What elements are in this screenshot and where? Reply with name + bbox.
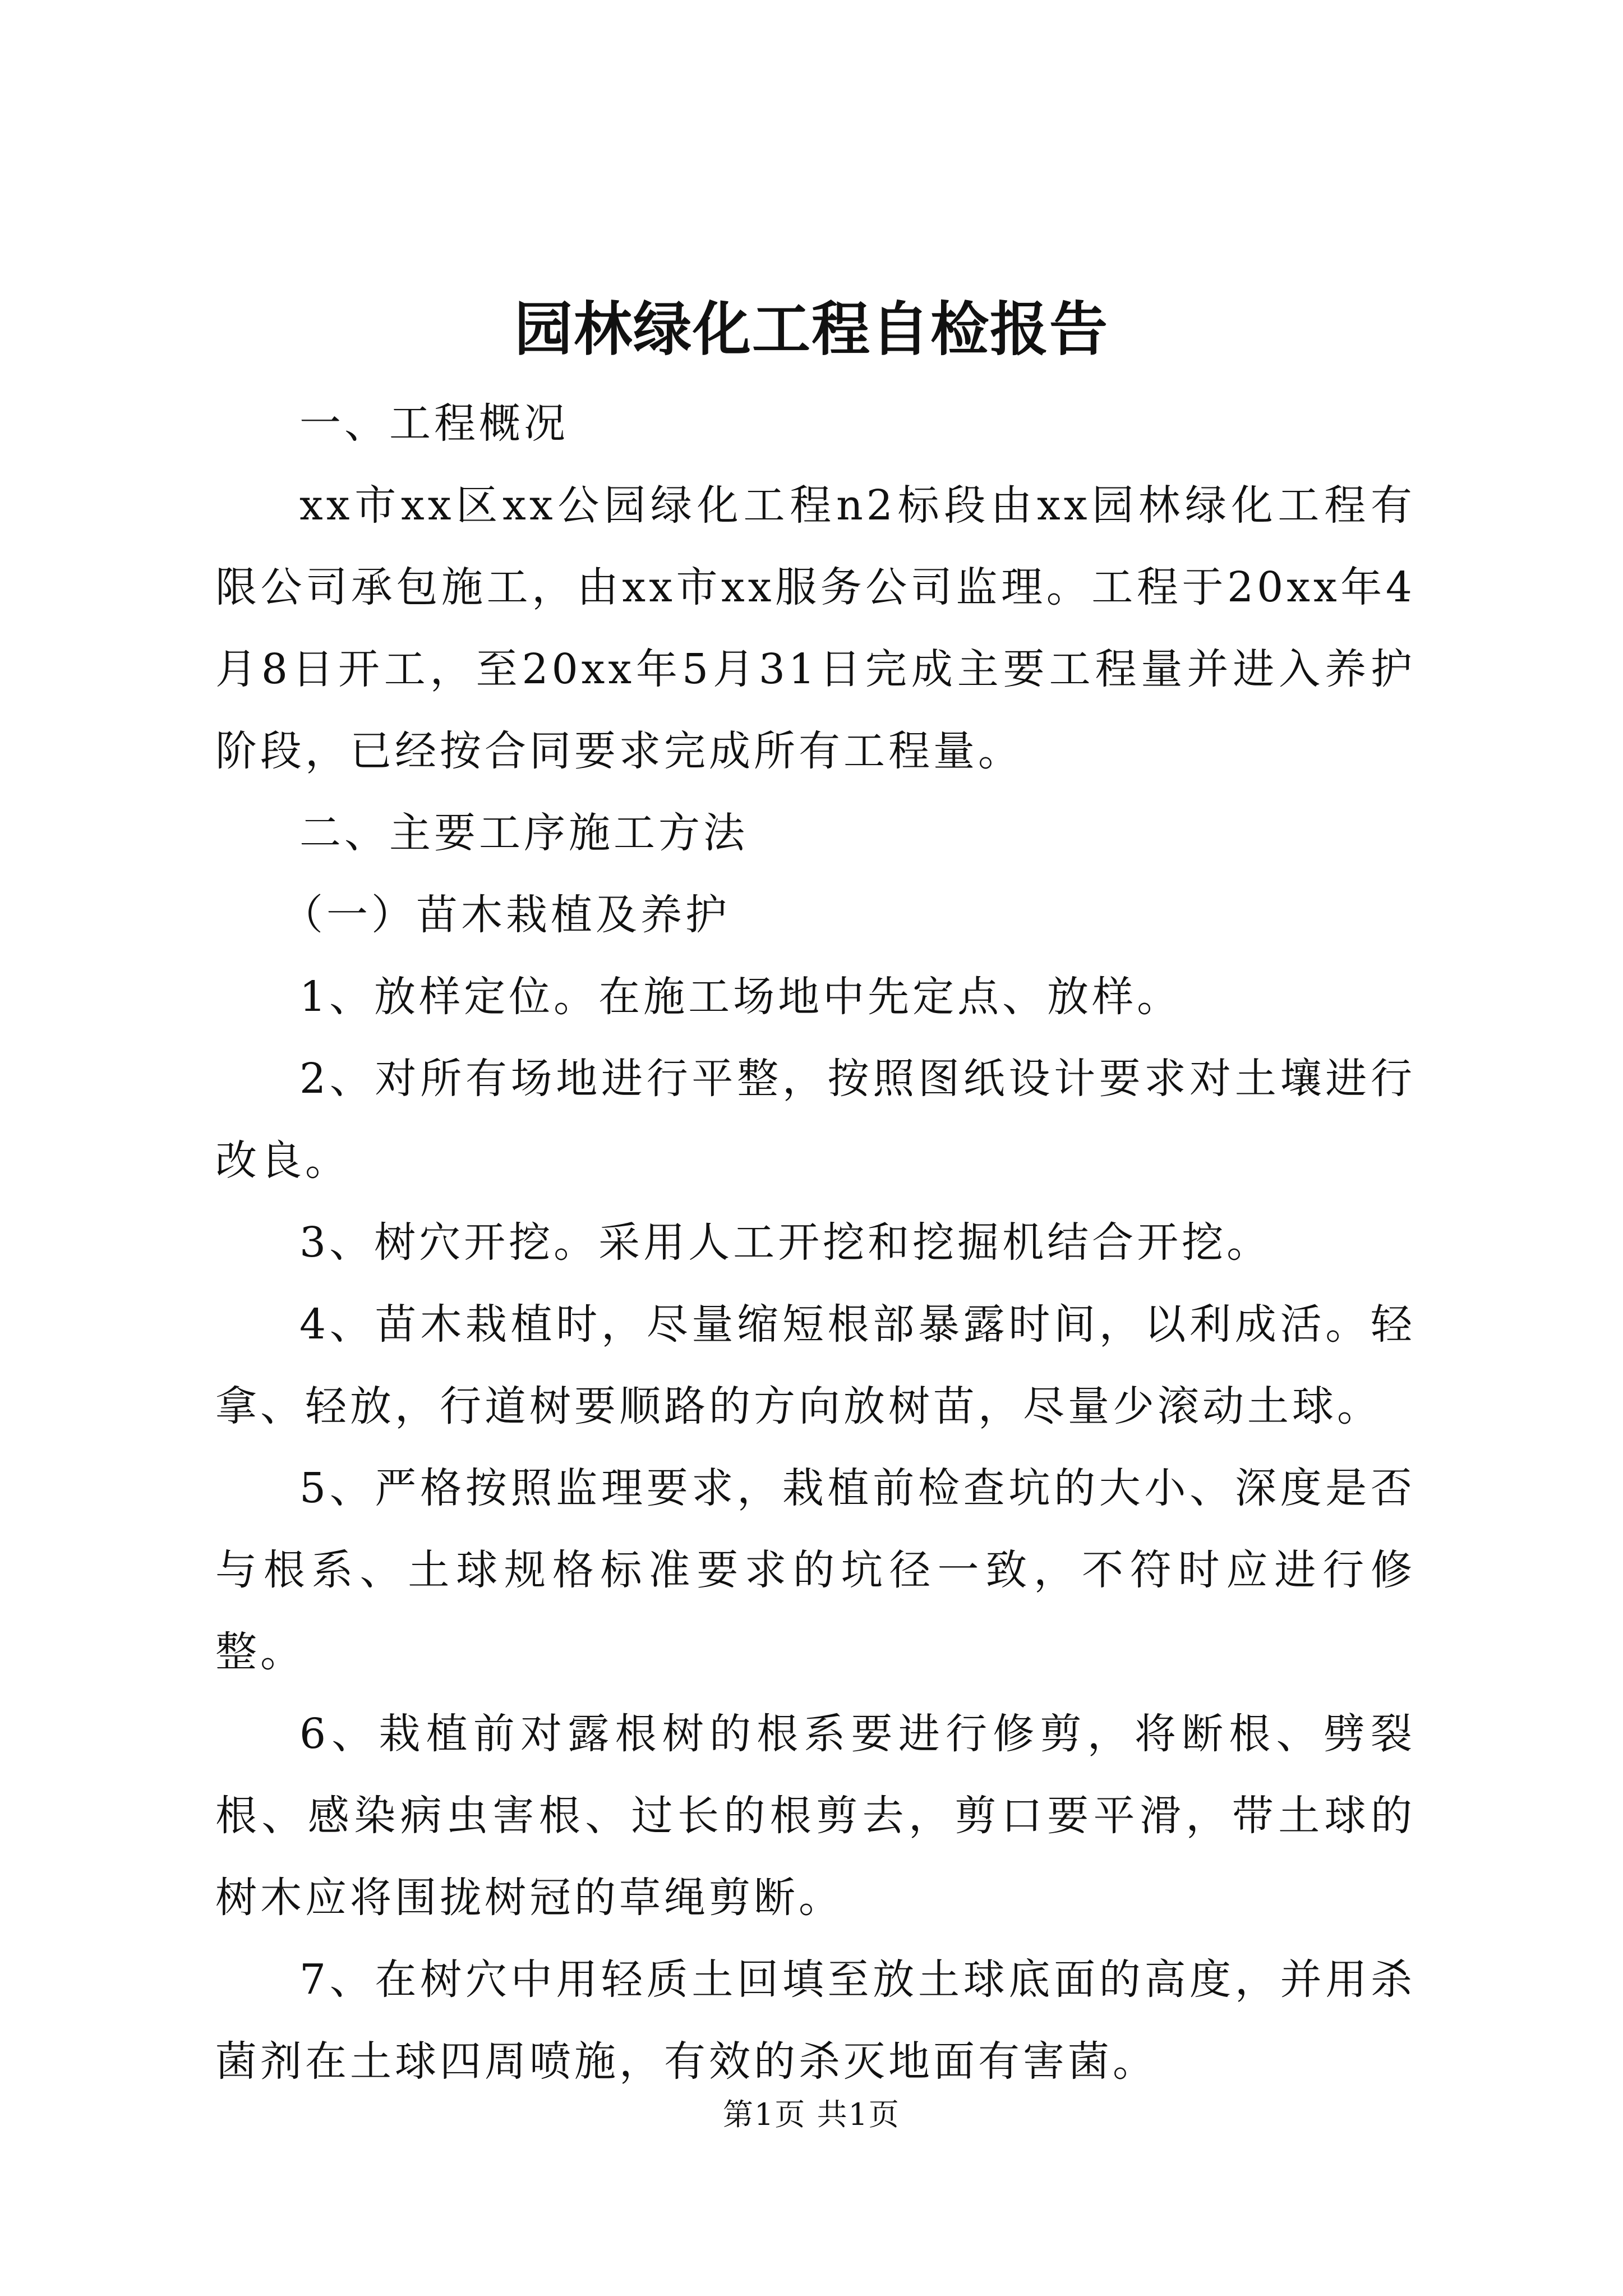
list-item-6: 6、栽植前对露根树的根系要进行修剪，将断根、劈裂根、感染病虫害根、过长的根剪去，剪口要平滑，带土球的树木应将围拢树冠的草绳剪断。 xyxy=(215,1710,1415,1922)
list-item-1: 1、放样定位。在施工场地中先定点、放样。 xyxy=(299,973,1182,1021)
document-title: 园林绿化工程自检报告 xyxy=(514,295,1109,364)
list-item-4: 4、苗木栽植时，尽量缩短根部暴露时间，以利成活。轻拿、轻放，行道树要顺路的方向放树苗，尽量少滚动土球。 xyxy=(215,1300,1415,1430)
document-body xyxy=(215,383,1415,2102)
page-footer: 第1页 共1页 xyxy=(723,2097,900,2132)
list-item-2: 2、对所有场地进行平整，按照图纸设计要求对土壤进行改良。 xyxy=(215,1055,1415,1185)
subsection-heading-planting: （一）苗木栽植及养护 xyxy=(282,891,730,939)
section-heading-overview: 一、工程概况 xyxy=(299,399,569,448)
paragraph-overview: xx市xx区xx公园绿化工程n2标段由xx园林绿化工程有限公司承包施工，由xx市xx服务公司监理。工程于20xx年4月8日开工，至20xx年5月31日完成主要工程量并进入养护阶段，已经按合同要求完成所有工程量。 xyxy=(215,481,1415,775)
list-item-7: 7、在树穴中用轻质土回填至放土球底面的高度，并用杀菌剂在土球四周喷施，有效的杀灭地面有害菌。 xyxy=(215,1955,1415,2086)
section-heading-methods: 二、主要工序施工方法 xyxy=(299,809,748,857)
list-item-5: 5、严格按照监理要求，栽植前检查坑的大小、深度是否与根系、土球规格标准要求的坑径一致，不符时应进行修整。 xyxy=(215,1464,1415,1676)
list-item-3: 3、树穴开挖。采用人工开挖和挖掘机结合开挖。 xyxy=(299,1218,1272,1267)
